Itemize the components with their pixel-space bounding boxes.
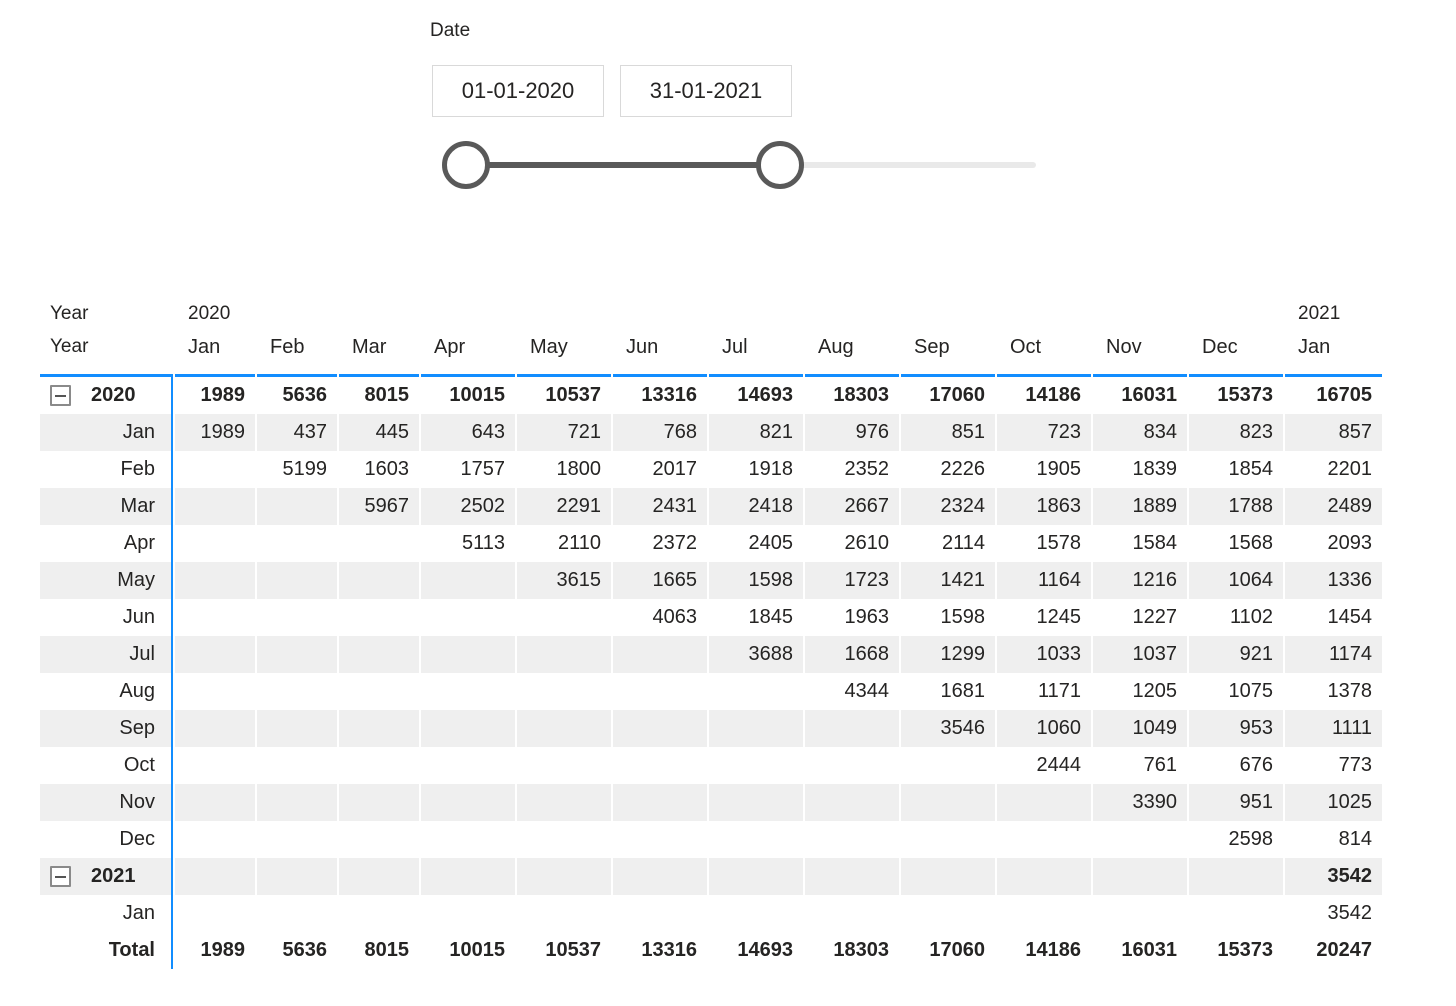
row-header-dec: Dec <box>40 821 173 858</box>
matrix-row-jan <box>40 414 1382 451</box>
column-group-spacer <box>421 296 515 332</box>
matrix-cell <box>339 895 419 932</box>
matrix-cell <box>421 562 515 599</box>
matrix-cell: 1665 <box>613 562 707 599</box>
matrix-cell <box>421 710 515 747</box>
column-header-may-4[interactable]: May <box>517 332 611 377</box>
column-group-spacer <box>517 296 611 332</box>
matrix-cell <box>517 710 611 747</box>
row-label: 2021 <box>91 865 136 887</box>
matrix-cell <box>257 747 337 784</box>
matrix-row-feb <box>40 451 1382 488</box>
column-group-spacer <box>613 296 707 332</box>
matrix-cell <box>339 562 419 599</box>
matrix-cell: 821 <box>709 414 803 451</box>
matrix-cell: 773 <box>1338 754 1372 776</box>
matrix-cell <box>901 747 995 784</box>
matrix-cell: 1378 <box>1327 680 1372 702</box>
matrix-cell: 1603 <box>364 458 409 480</box>
matrix-cell <box>421 599 515 636</box>
matrix-cell: 8015 <box>364 384 409 406</box>
matrix-cell <box>339 858 419 895</box>
matrix-cell: 2226 <box>940 458 985 480</box>
matrix-cell: 16031 <box>1121 384 1177 406</box>
matrix-cell: 5113 <box>461 532 505 554</box>
matrix-row-2021 <box>40 858 1382 895</box>
column-year-header-row <box>40 296 1382 332</box>
matrix-cell: 5967 <box>339 488 419 525</box>
matrix-cell: 643 <box>421 414 515 451</box>
matrix-cell: 10537 <box>545 939 601 961</box>
matrix-cell: 721 <box>517 414 611 451</box>
year-row-header <box>40 858 155 895</box>
matrix-cell <box>901 895 995 932</box>
matrix-row-dec <box>40 821 1382 858</box>
matrix-cell <box>517 599 611 636</box>
matrix-row-jul <box>40 636 1382 673</box>
matrix-cell: 1336 <box>1285 562 1382 599</box>
matrix-cell: 17060 <box>929 384 985 406</box>
column-header-oct-9[interactable]: Oct <box>997 332 1091 377</box>
matrix-cell <box>175 784 255 821</box>
matrix-cell: 1299 <box>901 636 995 673</box>
column-header-aug-7[interactable]: Aug <box>805 332 899 377</box>
matrix-cell <box>257 858 337 895</box>
row-header-mar: Mar <box>40 488 173 525</box>
slider-track-selected[interactable] <box>466 162 780 168</box>
row-header-jun: Jun <box>40 599 173 636</box>
matrix-cell <box>517 895 611 932</box>
column-group-spacer <box>257 296 337 332</box>
matrix-row-aug <box>40 673 1382 710</box>
matrix-cell <box>175 451 255 488</box>
matrix-cell: 1889 <box>1093 488 1187 525</box>
slicer-title: Date <box>430 20 471 41</box>
matrix-cell <box>257 821 337 858</box>
matrix-cell <box>175 710 255 747</box>
matrix-cell <box>175 821 255 858</box>
matrix-cell: 20247 <box>1316 939 1372 961</box>
matrix-cell: 4063 <box>652 606 697 628</box>
matrix-cell <box>997 821 1091 858</box>
matrix-cell: 10015 <box>449 939 505 961</box>
matrix-cell: 1174 <box>1285 636 1382 673</box>
matrix-cell <box>613 710 707 747</box>
matrix-cell: 16705 <box>1316 384 1372 406</box>
matrix-cell: 1757 <box>460 458 505 480</box>
matrix-cell: 3542 <box>1285 858 1382 895</box>
matrix-cell: 921 <box>1189 636 1283 673</box>
matrix-cell: 1598 <box>940 606 985 628</box>
matrix-cell <box>613 784 707 821</box>
matrix-cell: 1033 <box>997 636 1091 673</box>
matrix-cell: 5636 <box>282 384 327 406</box>
matrix-cell: 1216 <box>1093 562 1187 599</box>
matrix-cell: 15373 <box>1217 384 1273 406</box>
matrix-cell: 1918 <box>748 458 793 480</box>
matrix-cell <box>901 784 995 821</box>
matrix-cell: 2324 <box>901 488 995 525</box>
matrix-cell: 1800 <box>556 458 601 480</box>
start-date-input[interactable]: 01-01-2020 <box>432 65 604 117</box>
matrix-cell <box>1189 858 1283 895</box>
matrix-cell: 2667 <box>805 488 899 525</box>
matrix-row-oct <box>40 747 1382 784</box>
matrix-cell: 1845 <box>748 606 793 628</box>
matrix-cell <box>339 636 419 673</box>
column-group-2021[interactable]: 2021 <box>1298 303 1341 324</box>
matrix-row-apr <box>40 525 1382 562</box>
column-group-2020[interactable]: 2020 <box>188 303 231 324</box>
row-header-jul: Jul <box>40 636 173 673</box>
matrix-cell: 1963 <box>844 606 889 628</box>
column-group-spacer <box>339 296 419 332</box>
matrix-cell <box>805 895 899 932</box>
matrix-table <box>38 296 1384 969</box>
matrix-cell: 2489 <box>1285 488 1382 525</box>
matrix-cell: 951 <box>1189 784 1283 821</box>
column-group-spacer <box>997 296 1091 332</box>
matrix-cell: 2201 <box>1327 458 1372 480</box>
matrix-cell <box>805 747 899 784</box>
matrix-cell <box>1093 858 1187 895</box>
matrix-cell: 1025 <box>1285 784 1382 821</box>
matrix-cell: 13316 <box>641 939 697 961</box>
matrix-row-sep <box>40 710 1382 747</box>
matrix-cell: 2352 <box>844 458 889 480</box>
column-group-spacer <box>901 296 995 332</box>
matrix-cell <box>257 673 337 710</box>
matrix-cell <box>175 562 255 599</box>
matrix-cell <box>421 784 515 821</box>
minus-glyph <box>55 395 66 397</box>
matrix-cell: 976 <box>805 414 899 451</box>
matrix-cell <box>613 821 707 858</box>
column-header-jan-0[interactable]: Jan <box>175 332 255 377</box>
date-range-slider[interactable] <box>430 135 1050 197</box>
column-header-nov-10[interactable]: Nov <box>1093 332 1187 377</box>
matrix-row-may <box>40 562 1382 599</box>
matrix-cell: 851 <box>901 414 995 451</box>
row-header-sep: Sep <box>40 710 173 747</box>
matrix-cell: 1164 <box>997 562 1091 599</box>
matrix-cell <box>709 784 803 821</box>
end-date-input[interactable]: 31-01-2021 <box>620 65 792 117</box>
matrix-cell <box>517 784 611 821</box>
matrix-cell: 814 <box>1338 828 1372 850</box>
matrix-cell <box>613 858 707 895</box>
matrix-cell: 1049 <box>1093 710 1187 747</box>
matrix-cell: 2017 <box>652 458 697 480</box>
matrix-cell <box>339 599 419 636</box>
matrix-cell <box>257 488 337 525</box>
matrix-cell: 18303 <box>833 384 889 406</box>
matrix-cell <box>805 710 899 747</box>
matrix-cell: 16031 <box>1121 939 1177 961</box>
matrix-cell <box>175 599 255 636</box>
matrix-cell: 1060 <box>997 710 1091 747</box>
matrix-cell: 1839 <box>1132 458 1177 480</box>
matrix-cell: 1421 <box>901 562 995 599</box>
corner-header-year-bottom[interactable]: Year <box>40 332 173 377</box>
matrix-cell <box>805 858 899 895</box>
matrix-cell: 1111 <box>1285 710 1382 747</box>
matrix-cell <box>997 858 1091 895</box>
matrix-cell: 2114 <box>941 532 985 554</box>
matrix-cell <box>613 673 707 710</box>
matrix-cell: 2444 <box>1036 754 1081 776</box>
matrix-cell: 3542 <box>1327 902 1372 924</box>
column-month-header-row <box>40 332 1382 377</box>
matrix-cell: 676 <box>1239 754 1273 776</box>
minus-glyph <box>55 876 66 878</box>
matrix-cell: 1245 <box>1036 606 1081 628</box>
matrix-cell <box>339 673 419 710</box>
matrix-cell <box>517 821 611 858</box>
row-header-may: May <box>40 562 173 599</box>
matrix-cell: 1454 <box>1327 606 1372 628</box>
column-header-jul-6[interactable]: Jul <box>709 332 803 377</box>
matrix-cell <box>257 710 337 747</box>
matrix-cell: 2405 <box>748 532 793 554</box>
column-header-apr-3[interactable]: Apr <box>421 332 515 377</box>
matrix-cell <box>175 525 255 562</box>
matrix-row-jun <box>40 599 1382 636</box>
matrix-cell <box>997 784 1091 821</box>
matrix-cell <box>901 821 995 858</box>
matrix-cell: 15373 <box>1217 939 1273 961</box>
matrix-cell <box>901 858 995 895</box>
matrix-cell: 768 <box>613 414 707 451</box>
matrix-cell: 1668 <box>805 636 899 673</box>
matrix-cell <box>175 858 255 895</box>
matrix-cell: 18303 <box>833 939 889 961</box>
date-slicer <box>430 18 1055 203</box>
matrix-cell <box>997 895 1091 932</box>
matrix-cell <box>257 784 337 821</box>
row-header-2021 <box>40 858 173 895</box>
matrix-cell <box>517 636 611 673</box>
slider-handle-end[interactable] <box>756 141 804 189</box>
matrix-row-mar <box>40 488 1382 525</box>
matrix-cell: 1102 <box>1229 606 1273 628</box>
slider-handle-start[interactable] <box>442 141 490 189</box>
matrix-cell <box>339 821 419 858</box>
matrix-cell: 2610 <box>844 532 889 554</box>
matrix-cell: 8015 <box>364 939 409 961</box>
matrix-cell: 2291 <box>517 488 611 525</box>
matrix-cell <box>257 525 337 562</box>
matrix-cell: 1578 <box>1036 532 1081 554</box>
row-header-total: Total <box>40 932 173 969</box>
matrix-cell <box>709 858 803 895</box>
matrix-cell <box>175 895 255 932</box>
corner-header-year-top: Year <box>50 303 89 324</box>
matrix-cell: 3546 <box>901 710 995 747</box>
matrix-cell <box>339 784 419 821</box>
matrix-visual <box>38 296 1384 969</box>
matrix-row-nov <box>40 784 1382 821</box>
matrix-cell: 1989 <box>200 939 245 961</box>
row-header-jan: Jan <box>40 414 173 451</box>
matrix-cell: 445 <box>339 414 419 451</box>
matrix-cell: 2110 <box>557 532 601 554</box>
matrix-cell: 1584 <box>1132 532 1177 554</box>
matrix-row-2020 <box>40 377 1382 414</box>
matrix-cell: 2093 <box>1327 532 1372 554</box>
row-header-oct: Oct <box>40 747 173 784</box>
matrix-cell <box>257 562 337 599</box>
matrix-cell: 4344 <box>844 680 889 702</box>
matrix-cell <box>613 636 707 673</box>
row-header-jan: Jan <box>40 895 173 932</box>
matrix-cell: 2598 <box>1228 828 1273 850</box>
matrix-cell <box>613 895 707 932</box>
matrix-cell <box>421 636 515 673</box>
matrix-cell: 1788 <box>1189 488 1283 525</box>
matrix-cell <box>709 821 803 858</box>
matrix-cell: 823 <box>1189 414 1283 451</box>
matrix-cell: 1171 <box>1037 680 1081 702</box>
matrix-cell: 1854 <box>1228 458 1273 480</box>
matrix-cell: 5636 <box>282 939 327 961</box>
matrix-cell <box>339 525 419 562</box>
matrix-cell: 2418 <box>709 488 803 525</box>
column-header-dec-11[interactable]: Dec <box>1189 332 1283 377</box>
row-label: 2020 <box>91 384 136 406</box>
row-header-aug: Aug <box>40 673 173 710</box>
matrix-cell: 10537 <box>545 384 601 406</box>
column-header-feb-1[interactable]: Feb <box>257 332 337 377</box>
matrix-cell: 13316 <box>641 384 697 406</box>
matrix-cell: 17060 <box>929 939 985 961</box>
matrix-cell <box>517 673 611 710</box>
row-header-apr: Apr <box>40 525 173 562</box>
matrix-cell: 2502 <box>421 488 515 525</box>
collapse-minus-box-icon[interactable] <box>50 385 71 406</box>
matrix-cell: 857 <box>1285 414 1382 451</box>
matrix-row-jan <box>40 895 1382 932</box>
column-header-jun-5[interactable]: Jun <box>613 332 707 377</box>
matrix-cell: 953 <box>1189 710 1283 747</box>
row-header-2020 <box>40 377 173 414</box>
matrix-cell <box>257 636 337 673</box>
matrix-cell: 2372 <box>652 532 697 554</box>
matrix-cell: 14186 <box>1025 939 1081 961</box>
matrix-row-total <box>40 932 1382 969</box>
matrix-cell: 3390 <box>1093 784 1187 821</box>
matrix-cell: 1205 <box>1132 680 1177 702</box>
matrix-cell <box>613 747 707 784</box>
matrix-cell <box>709 747 803 784</box>
matrix-cell: 1064 <box>1189 562 1283 599</box>
matrix-cell <box>805 821 899 858</box>
matrix-cell: 1989 <box>200 384 245 406</box>
column-group-spacer <box>805 296 899 332</box>
column-group-spacer <box>1189 296 1283 332</box>
column-header-jan-12[interactable]: Jan <box>1285 332 1382 377</box>
matrix-cell: 761 <box>1143 754 1177 776</box>
matrix-cell: 14693 <box>737 384 793 406</box>
matrix-cell <box>257 599 337 636</box>
matrix-cell: 1863 <box>997 488 1091 525</box>
column-header-sep-8[interactable]: Sep <box>901 332 995 377</box>
matrix-cell <box>1093 895 1187 932</box>
matrix-cell <box>421 673 515 710</box>
matrix-cell: 1723 <box>805 562 899 599</box>
column-header-mar-2[interactable]: Mar <box>339 332 419 377</box>
matrix-cell <box>1189 895 1283 932</box>
matrix-cell <box>421 858 515 895</box>
date-inputs <box>432 65 792 117</box>
matrix-cell <box>805 784 899 821</box>
matrix-cell <box>175 488 255 525</box>
row-header-feb: Feb <box>40 451 173 488</box>
matrix-cell <box>1093 821 1187 858</box>
matrix-cell: 2431 <box>613 488 707 525</box>
matrix-cell: 5199 <box>282 458 327 480</box>
matrix-cell: 3688 <box>709 636 803 673</box>
matrix-cell: 1568 <box>1228 532 1273 554</box>
matrix-cell: 14693 <box>737 939 793 961</box>
matrix-cell: 1037 <box>1093 636 1187 673</box>
matrix-cell: 14186 <box>1025 384 1081 406</box>
matrix-cell <box>709 895 803 932</box>
column-group-spacer <box>709 296 803 332</box>
matrix-cell <box>421 747 515 784</box>
matrix-cell: 1905 <box>1036 458 1081 480</box>
matrix-cell <box>339 710 419 747</box>
row-header-nov: Nov <box>40 784 173 821</box>
matrix-cell <box>175 747 255 784</box>
slider-track-rest[interactable] <box>780 162 1036 168</box>
matrix-cell <box>175 673 255 710</box>
matrix-cell: 1598 <box>709 562 803 599</box>
matrix-cell: 3615 <box>517 562 611 599</box>
year-row-header <box>40 377 155 414</box>
matrix-cell <box>517 747 611 784</box>
matrix-cell: 1075 <box>1228 680 1273 702</box>
matrix-cell <box>339 747 419 784</box>
matrix-cell: 834 <box>1093 414 1187 451</box>
matrix-cell: 1227 <box>1132 606 1177 628</box>
matrix-cell <box>517 858 611 895</box>
matrix-cell: 10015 <box>449 384 505 406</box>
matrix-cell <box>709 710 803 747</box>
matrix-cell <box>421 895 515 932</box>
matrix-cell: 1989 <box>175 414 255 451</box>
matrix-cell: 1681 <box>940 680 985 702</box>
matrix-cell <box>175 636 255 673</box>
matrix-cell: 437 <box>257 414 337 451</box>
matrix-cell: 723 <box>997 414 1091 451</box>
matrix-cell <box>257 895 337 932</box>
matrix-cell <box>421 821 515 858</box>
column-group-spacer <box>1093 296 1187 332</box>
matrix-cell <box>709 673 803 710</box>
collapse-minus-box-icon[interactable] <box>50 866 71 887</box>
